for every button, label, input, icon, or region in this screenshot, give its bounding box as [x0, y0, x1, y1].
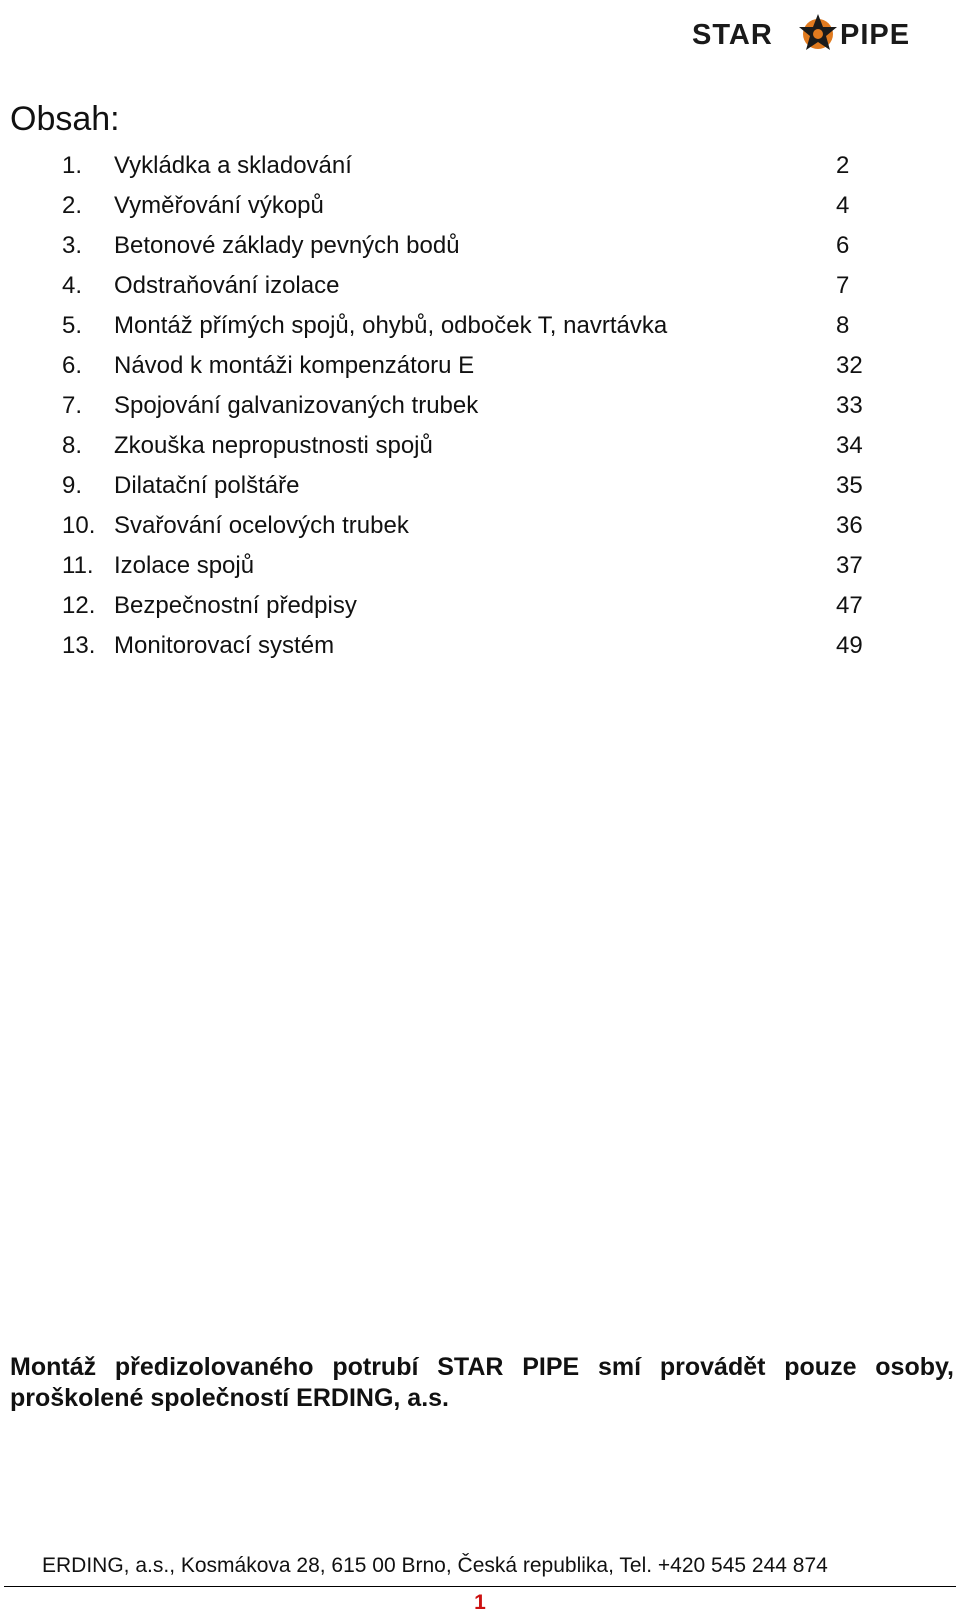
toc-title: Izolace spojů	[114, 552, 255, 579]
footer-divider	[4, 1586, 956, 1587]
toc-page-number: 34	[836, 432, 863, 459]
toc-number: 9.	[62, 472, 83, 499]
toc-row[interactable]	[0, 266, 960, 306]
star-pipe-logo	[690, 8, 946, 58]
toc-title: Montáž přímých spojů, ohybů, odboček T, navrtávka	[114, 312, 668, 339]
toc-page-number: 32	[836, 352, 863, 379]
svg-text:STAR: STAR	[692, 19, 773, 51]
toc-title: Svařování ocelových trubek	[114, 512, 409, 539]
toc-number: 8.	[62, 432, 83, 459]
footer-address: ERDING, a.s., Kosmákova 28, 615 00 Brno, Česká republika, Tel. +420 545 244 874	[42, 1554, 828, 1577]
toc-number: 1.	[62, 152, 83, 179]
toc-row[interactable]	[0, 186, 960, 226]
toc-number: 13.	[62, 632, 96, 659]
toc-title: Dilatační polštáře	[114, 472, 300, 499]
toc-number: 4.	[62, 272, 83, 299]
toc-number: 11.	[62, 552, 94, 579]
page-number: 1	[474, 1591, 486, 1614]
table-of-contents	[0, 146, 960, 666]
toc-page-number: 35	[836, 472, 863, 499]
toc-row[interactable]	[0, 306, 960, 346]
toc-number: 10.	[62, 512, 96, 539]
toc-number: 12.	[62, 592, 96, 619]
toc-row[interactable]	[0, 146, 960, 186]
toc-row[interactable]	[0, 586, 960, 626]
toc-page-number: 7	[836, 272, 850, 299]
toc-title: Spojování galvanizovaných trubek	[114, 392, 479, 419]
toc-title: Zkouška nepropustnosti spojů	[114, 432, 433, 459]
toc-title: Vykládka a skladování	[114, 152, 352, 179]
star-logo-icon	[799, 14, 837, 50]
toc-page-number: 2	[836, 152, 850, 179]
toc-title: Betonové základy pevných bodů	[114, 232, 460, 259]
toc-page-number: 33	[836, 392, 863, 419]
toc-row[interactable]	[0, 546, 960, 586]
toc-title: Vyměřování výkopů	[114, 192, 324, 219]
toc-row[interactable]	[0, 466, 960, 506]
toc-row[interactable]	[0, 426, 960, 466]
toc-page-number: 47	[836, 592, 863, 619]
toc-title: Bezpečnostní předpisy	[114, 592, 357, 619]
toc-number: 7.	[62, 392, 83, 419]
toc-row[interactable]	[0, 346, 960, 386]
toc-page-number: 36	[836, 512, 863, 539]
toc-number: 2.	[62, 192, 83, 219]
toc-row[interactable]	[0, 506, 960, 546]
toc-title: Monitorovací systém	[114, 632, 335, 659]
toc-number: 3.	[62, 232, 83, 259]
page-title: Obsah:	[10, 100, 120, 138]
toc-title: Návod k montáži kompenzátoru E	[114, 352, 475, 379]
toc-page-number: 8	[836, 312, 850, 339]
installation-notice: Montáž předizolovaného potrubí STAR PIPE smí provádět pouze osoby, proškolené společností ERDING, a.s.	[10, 1353, 954, 1412]
toc-number: 5.	[62, 312, 83, 339]
toc-page-number: 49	[836, 632, 863, 659]
toc-page-number: 6	[836, 232, 850, 259]
svg-text:PIPE: PIPE	[840, 19, 911, 51]
toc-page-number: 4	[836, 192, 850, 219]
toc-row[interactable]	[0, 226, 960, 266]
toc-page-number: 37	[836, 552, 863, 579]
toc-title: Odstraňování izolace	[114, 272, 340, 299]
toc-row[interactable]	[0, 626, 960, 666]
toc-row[interactable]	[0, 386, 960, 426]
toc-number: 6.	[62, 352, 83, 379]
